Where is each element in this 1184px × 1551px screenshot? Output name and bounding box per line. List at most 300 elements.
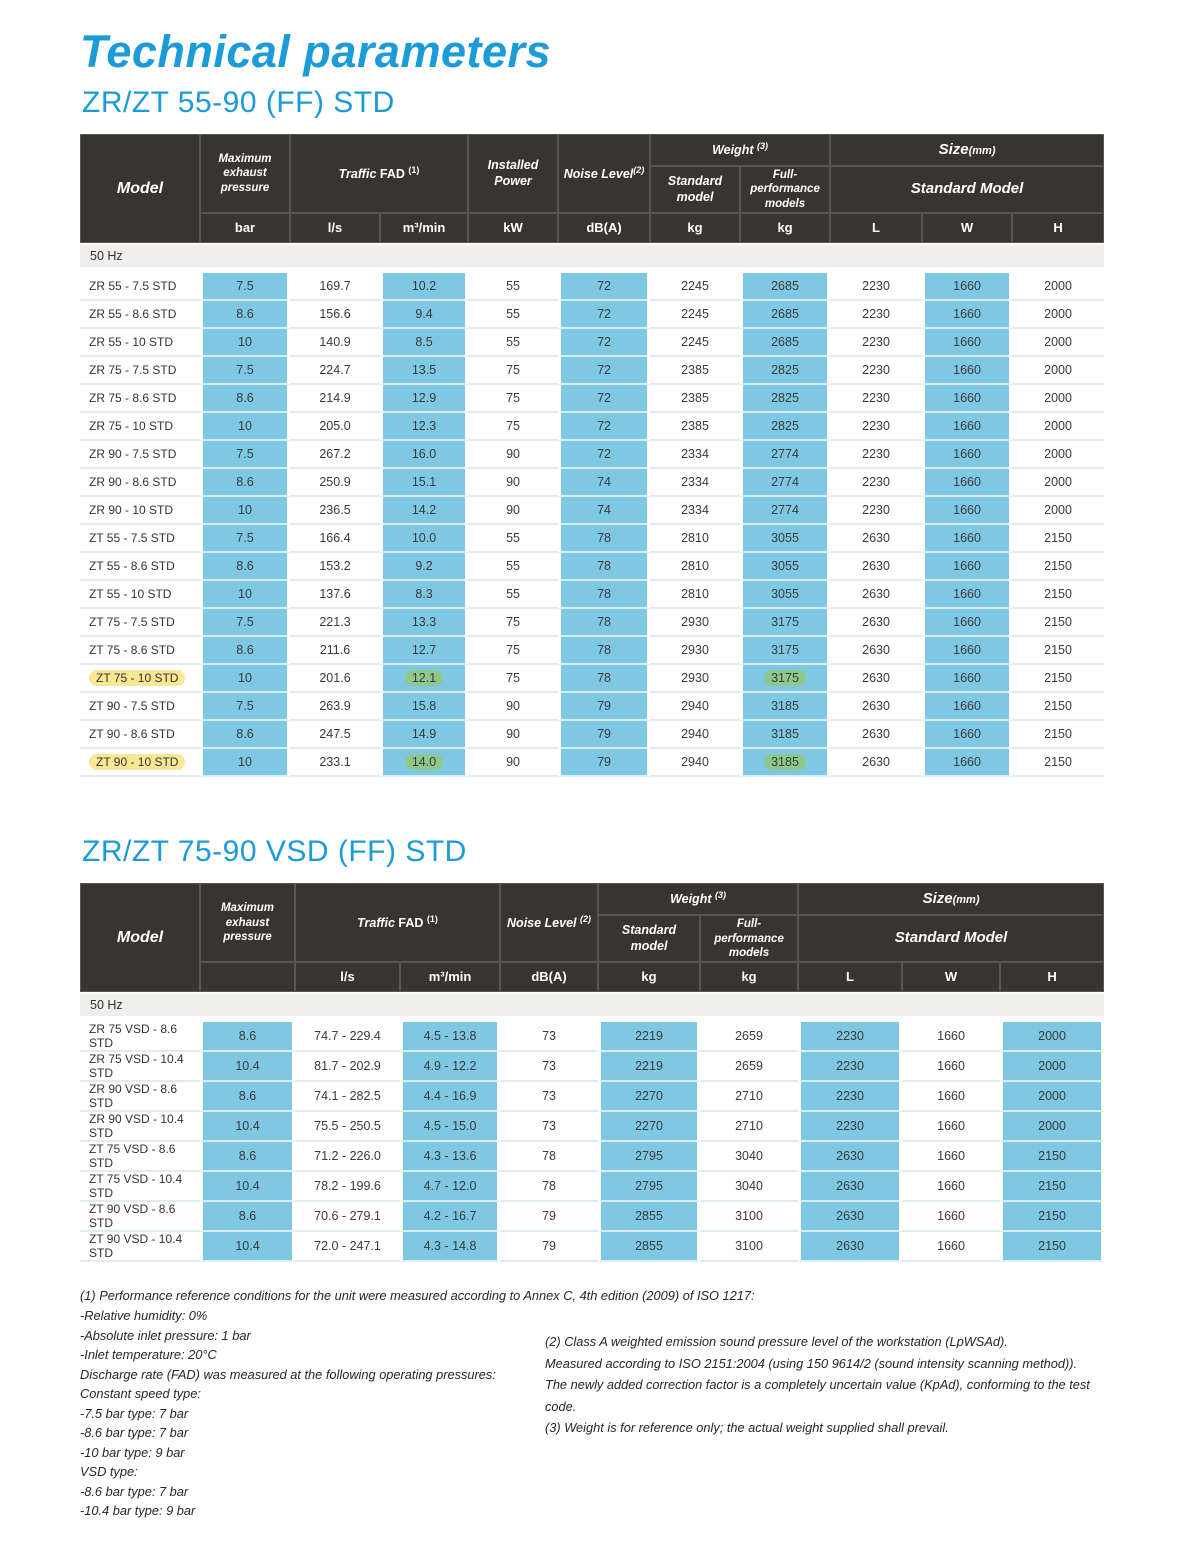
value-cell: 211.6 [290,637,380,665]
table-row [80,1172,1104,1202]
value-cell: 201.6 [290,665,380,693]
value-cell: 3055 [740,581,830,609]
value-cell: 2000 [1012,413,1104,441]
value-cell: 73 [500,1022,598,1052]
table-row [80,581,1104,609]
footnote-line: -Inlet temperature: 20°C [80,1347,217,1363]
model-cell: ZT 75 VSD - 8.6 STD [80,1142,200,1172]
value-cell: 1660 [922,525,1012,553]
value-cell: 2930 [650,665,740,693]
value-cell: 205.0 [290,413,380,441]
col-header-weight: Weight $^{(3)}$ [598,883,798,915]
value-cell: 4.5 - 13.8 [400,1022,500,1052]
value-cell: 4.4 - 16.9 [400,1082,500,1112]
value-cell: 78 [558,609,650,637]
value-cell: 1660 [902,1202,1000,1232]
unit-dba: dB(A) [558,213,650,243]
model-cell: ZR 75 VSD - 10.4 STD [80,1052,200,1082]
unit-width: W [902,962,1000,992]
value-cell: 79 [558,749,650,777]
table-row [80,665,1104,693]
value-cell: 10.4 [200,1112,295,1142]
value-cell: 247.5 [290,721,380,749]
value-cell: 2385 [650,357,740,385]
value-cell: 2230 [830,329,922,357]
model-cell: ZR 90 VSD - 10.4 STD [80,1112,200,1142]
value-cell: 2855 [598,1202,700,1232]
freq-section-row [80,243,1104,273]
value-cell: 4.3 - 13.6 [400,1142,500,1172]
value-cell: 79 [558,721,650,749]
value-cell: 1660 [902,1082,1000,1112]
footnote-line: Measured according to ISO 2151:2004 (using 150 9614/2 (sound intensity scanning method)). [545,1355,1078,1371]
col-header-max-pressure: Maximum exhaust pressure [200,883,295,962]
value-cell: 8.6 [200,553,290,581]
spec-table-vsd [80,883,1104,1262]
value-cell: 78 [558,553,650,581]
value-cell: 2940 [650,693,740,721]
value-cell: 2825 [740,413,830,441]
value-cell: 1660 [922,413,1012,441]
value-cell: 166.4 [290,525,380,553]
value-cell: 72 [558,329,650,357]
value-cell: 1660 [902,1112,1000,1142]
value-cell: 10.4 [200,1232,295,1262]
value-cell: 90 [468,469,558,497]
value-cell: 2385 [650,385,740,413]
footnote-1-details [80,1306,545,1521]
value-cell: 73 [500,1052,598,1082]
value-cell: 2774 [740,497,830,525]
value-cell: 75 [468,609,558,637]
value-cell: 2000 [1012,441,1104,469]
model-cell: ZT 75 VSD - 10.4 STD [80,1172,200,1202]
value-cell: 8.6 [200,1022,295,1052]
value-cell: 73 [500,1112,598,1142]
value-cell: 81.7 - 202.9 [295,1052,400,1082]
footnote-line: (3) Weight is for reference only; the actual weight supplied shall prevail. [545,1420,949,1436]
value-cell: 233.1 [290,749,380,777]
value-cell: 2630 [798,1232,902,1262]
footnote-line: Discharge rate (FAD) was measured at the following operating pressures: [80,1366,496,1382]
value-cell: 75 [468,637,558,665]
value-cell: 1660 [922,273,1012,301]
value-cell: 90 [468,693,558,721]
model-cell: ZR 90 - 10 STD [80,497,200,525]
footnote-line: The newly added correction factor is a completely uncertain value (KpAd), conforming to the test code. [545,1377,1090,1414]
table-row [80,441,1104,469]
table-row [80,637,1104,665]
col-header-model: Model [80,883,200,992]
table-row [80,1022,1104,1052]
value-cell: 8.6 [200,301,290,329]
footnote-line: VSD type: [80,1464,138,1480]
freq-section-row [80,992,1104,1022]
value-cell: 78 [558,665,650,693]
yellow-highlight: ZT 90 - 10 STD [89,754,185,770]
value-cell: 2810 [650,525,740,553]
value-cell: 1660 [922,665,1012,693]
table-row [80,497,1104,525]
value-cell: 1660 [902,1172,1000,1202]
spec-table-std [80,134,1104,777]
value-cell: 2230 [830,441,922,469]
value-cell: 8.5 [380,329,468,357]
footnote-1-intro: (1) Performance reference conditions for the unit were measured according to Annex C, 4th edition (2009) of ISO 1217: [80,1288,755,1304]
value-cell: 90 [468,721,558,749]
value-cell: 2150 [1000,1142,1104,1172]
table-row [80,385,1104,413]
value-cell: 2795 [598,1172,700,1202]
value-cell: 70.6 - 279.1 [295,1202,400,1232]
model-cell: ZT 55 - 8.6 STD [80,553,200,581]
value-cell: 2385 [650,413,740,441]
value-cell: 90 [468,497,558,525]
footnote-line: -Absolute inlet pressure: 1 bar [80,1327,251,1343]
value-cell [740,749,830,777]
table-row [80,525,1104,553]
value-cell [740,665,830,693]
value-cell: 2630 [830,665,922,693]
model-cell: ZT 90 - 8.6 STD [80,721,200,749]
value-cell: 55 [468,301,558,329]
model-cell: ZR 75 - 8.6 STD [80,385,200,413]
value-cell: 2825 [740,357,830,385]
table1-header [80,134,1104,243]
value-cell: 75.5 - 250.5 [295,1112,400,1142]
value-cell: 2000 [1000,1052,1104,1082]
col-header-traffic-fad: Traffic FAD $^{(1)}$ [290,134,468,213]
value-cell: 8.6 [200,721,290,749]
value-cell: 1660 [902,1022,1000,1052]
value-cell: 10 [200,581,290,609]
value-cell: 10 [200,749,290,777]
value-cell: 2710 [700,1112,798,1142]
model-cell: ZR 55 - 10 STD [80,329,200,357]
value-cell: 2855 [598,1232,700,1262]
value-cell: 73 [500,1082,598,1112]
table2-header [80,883,1104,992]
table1-body [80,243,1104,777]
value-cell: 10 [200,497,290,525]
footnotes [80,1286,1104,1521]
col-header-model: Model [80,134,200,243]
unit-length: L [798,962,902,992]
value-cell: 2630 [830,553,922,581]
value-cell: 8.6 [200,1142,295,1172]
value-cell: 8.6 [200,469,290,497]
table-row [80,1202,1104,1232]
unit-kg-standard: kg [598,962,700,992]
value-cell: 2230 [830,301,922,329]
value-cell: 79 [558,693,650,721]
value-cell: 1660 [922,749,1012,777]
value-cell: 10 [200,665,290,693]
value-cell: 2630 [830,581,922,609]
value-cell: 1660 [922,693,1012,721]
col-header-max-pressure: Maximum exhaust pressure [200,134,290,213]
unit-width: W [922,213,1012,243]
value-cell: 2150 [1012,553,1104,581]
value-cell: 1660 [922,497,1012,525]
footnote-line: -10 bar type: 9 bar [80,1444,185,1460]
value-cell: 9.4 [380,301,468,329]
value-cell: 263.9 [290,693,380,721]
value-cell: 2000 [1012,469,1104,497]
unit-length: L [830,213,922,243]
value-cell: 10.4 [200,1172,295,1202]
value-cell: 3055 [740,525,830,553]
value-cell: 4.5 - 15.0 [400,1112,500,1142]
col-header-size: Size(mm) [830,134,1104,166]
model-cell [80,665,200,693]
yellow-highlight: ZT 75 - 10 STD [89,670,185,686]
value-cell: 250.9 [290,469,380,497]
value-cell: 2825 [740,385,830,413]
value-cell: 4.9 - 12.2 [400,1052,500,1082]
unit-kg-full: kg [700,962,798,992]
green-highlight: 14.0 [405,754,443,770]
unit-kg-full: kg [740,213,830,243]
value-cell: 2150 [1012,637,1104,665]
value-cell: 7.5 [200,609,290,637]
value-cell: 1660 [922,581,1012,609]
value-cell: 1660 [922,329,1012,357]
value-cell: 2270 [598,1082,700,1112]
value-cell: 12.9 [380,385,468,413]
value-cell: 7.5 [200,525,290,553]
freq-section-label: 50 Hz [80,992,1104,1022]
value-cell: 2150 [1012,665,1104,693]
section2-title: ZR/ZT 75-90 VSD (FF) STD [82,835,467,869]
value-cell: 72.0 - 247.1 [295,1232,400,1262]
value-cell: 55 [468,553,558,581]
table-row [80,553,1104,581]
value-cell: 2230 [830,273,922,301]
value-cell: 3175 [740,637,830,665]
value-cell: 74.7 - 229.4 [295,1022,400,1052]
table-row [80,1052,1104,1082]
value-cell: 1660 [922,469,1012,497]
model-cell: ZR 90 - 8.6 STD [80,469,200,497]
col-header-noise-level: Noise Level$^{(2)}$ [558,134,650,213]
value-cell: 55 [468,581,558,609]
value-cell: 13.3 [380,609,468,637]
model-cell: ZT 55 - 10 STD [80,581,200,609]
col-header-weight: Weight $^{(3)}$ [650,134,830,166]
model-cell: ZR 55 - 8.6 STD [80,301,200,329]
value-cell: 1660 [922,637,1012,665]
value-cell: 10.2 [380,273,468,301]
model-cell: ZR 75 - 7.5 STD [80,357,200,385]
col-header-size-standard: Standard Model [798,915,1104,962]
value-cell: 2150 [1000,1202,1104,1232]
col-header-weight-standard: Standard model [598,915,700,962]
model-cell: ZR 75 VSD - 8.6 STD [80,1022,200,1052]
value-cell: 90 [468,441,558,469]
value-cell: 1660 [902,1232,1000,1262]
value-cell: 2940 [650,749,740,777]
value-cell: 2630 [798,1172,902,1202]
table-row [80,1112,1104,1142]
model-cell: ZT 75 - 8.6 STD [80,637,200,665]
value-cell: 72 [558,385,650,413]
model-cell: ZT 90 VSD - 8.6 STD [80,1202,200,1232]
value-cell: 2230 [798,1052,902,1082]
value-cell: 2630 [830,525,922,553]
value-cell: 2000 [1012,301,1104,329]
value-cell: 2230 [798,1112,902,1142]
value-cell: 10.0 [380,525,468,553]
col-header-weight-full: Full-performance models [740,166,830,213]
value-cell: 75 [468,385,558,413]
value-cell: 2230 [830,497,922,525]
value-cell: 78 [558,581,650,609]
value-cell: 2150 [1012,749,1104,777]
table-row [80,329,1104,357]
value-cell: 2930 [650,609,740,637]
value-cell: 2795 [598,1142,700,1172]
footnote-line: -8.6 bar type: 7 bar [80,1483,189,1499]
value-cell: 78 [558,525,650,553]
value-cell: 2334 [650,441,740,469]
value-cell: 1660 [922,553,1012,581]
value-cell: 72 [558,441,650,469]
unit-dba: dB(A) [500,962,598,992]
value-cell: 2230 [798,1082,902,1112]
value-cell: 55 [468,525,558,553]
value-cell: 2685 [740,301,830,329]
value-cell: 2150 [1012,721,1104,749]
value-cell: 2150 [1012,693,1104,721]
value-cell: 2245 [650,273,740,301]
col-header-traffic-fad: Traffic FAD $^{(1)}$ [295,883,500,962]
value-cell: 8.3 [380,581,468,609]
col-header-size: Size(mm) [798,883,1104,915]
value-cell: 74.1 - 282.5 [295,1082,400,1112]
value-cell: 2000 [1012,385,1104,413]
value-cell: 74 [558,497,650,525]
model-cell: ZT 55 - 7.5 STD [80,525,200,553]
value-cell: 2810 [650,581,740,609]
table-row [80,721,1104,749]
value-cell: 10.4 [200,1052,295,1082]
unit-bar: bar [200,213,290,243]
value-cell: 2630 [830,609,922,637]
value-cell: 224.7 [290,357,380,385]
value-cell: 2930 [650,637,740,665]
value-cell: 1660 [922,441,1012,469]
green-highlight: 3175 [764,670,806,686]
value-cell: 78 [500,1142,598,1172]
value-cell: 3100 [700,1202,798,1232]
table-row [80,609,1104,637]
value-cell: 137.6 [290,581,380,609]
value-cell: 2230 [830,357,922,385]
value-cell: 2219 [598,1052,700,1082]
value-cell: 14.2 [380,497,468,525]
value-cell: 3185 [740,693,830,721]
value-cell: 4.3 - 14.8 [400,1232,500,1262]
value-cell: 1660 [922,385,1012,413]
value-cell: 3055 [740,553,830,581]
value-cell: 2150 [1012,525,1104,553]
value-cell: 2630 [830,693,922,721]
value-cell: 140.9 [290,329,380,357]
unit-m3min: m³/min [400,962,500,992]
unit-m3min: m³/min [380,213,468,243]
value-cell: 78.2 - 199.6 [295,1172,400,1202]
col-header-weight-standard: Standard model [650,166,740,213]
value-cell: 2630 [798,1202,902,1232]
col-header-weight-full: Full-performance models [700,915,798,962]
value-cell: 3185 [740,721,830,749]
value-cell: 2685 [740,329,830,357]
model-cell: ZR 75 - 10 STD [80,413,200,441]
value-cell: 2334 [650,469,740,497]
value-cell: 1660 [922,721,1012,749]
value-cell: 55 [468,273,558,301]
value-cell: 2000 [1000,1082,1104,1112]
table-row [80,749,1104,777]
value-cell: 2710 [700,1082,798,1112]
footnotes-2-3 [545,1331,1104,1439]
value-cell: 2774 [740,469,830,497]
value-cell: 153.2 [290,553,380,581]
value-cell: 2150 [1012,581,1104,609]
unit-bar-blank [200,962,295,992]
value-cell: 7.5 [200,441,290,469]
value-cell: 9.2 [380,553,468,581]
unit-kw: kW [468,213,558,243]
value-cell: 2659 [700,1022,798,1052]
value-cell: 1660 [902,1052,1000,1082]
value-cell: 2000 [1012,273,1104,301]
freq-section-label: 50 Hz [80,243,1104,273]
footnote-line: Constant speed type: [80,1386,201,1402]
value-cell: 267.2 [290,441,380,469]
value-cell: 13.5 [380,357,468,385]
value-cell: 79 [500,1232,598,1262]
value-cell: 2000 [1000,1112,1104,1142]
table-row [80,1082,1104,1112]
value-cell: 1660 [922,301,1012,329]
value-cell: 2270 [598,1112,700,1142]
value-cell: 8.6 [200,1202,295,1232]
value-cell: 15.1 [380,469,468,497]
table-row [80,357,1104,385]
value-cell: 16.0 [380,441,468,469]
value-cell: 2685 [740,273,830,301]
footnote-line: -Relative humidity: 0% [80,1308,208,1324]
value-cell: 2150 [1000,1232,1104,1262]
value-cell: 1660 [922,357,1012,385]
value-cell [380,665,468,693]
table-row [80,413,1104,441]
value-cell: 72 [558,301,650,329]
value-cell [380,749,468,777]
green-highlight: 3185 [764,754,806,770]
value-cell: 75 [468,413,558,441]
value-cell: 8.6 [200,637,290,665]
model-cell [80,749,200,777]
value-cell: 78 [558,637,650,665]
value-cell: 2245 [650,329,740,357]
model-cell: ZR 90 VSD - 8.6 STD [80,1082,200,1112]
model-cell: ZT 75 - 7.5 STD [80,609,200,637]
value-cell: 3100 [700,1232,798,1262]
value-cell: 90 [468,749,558,777]
